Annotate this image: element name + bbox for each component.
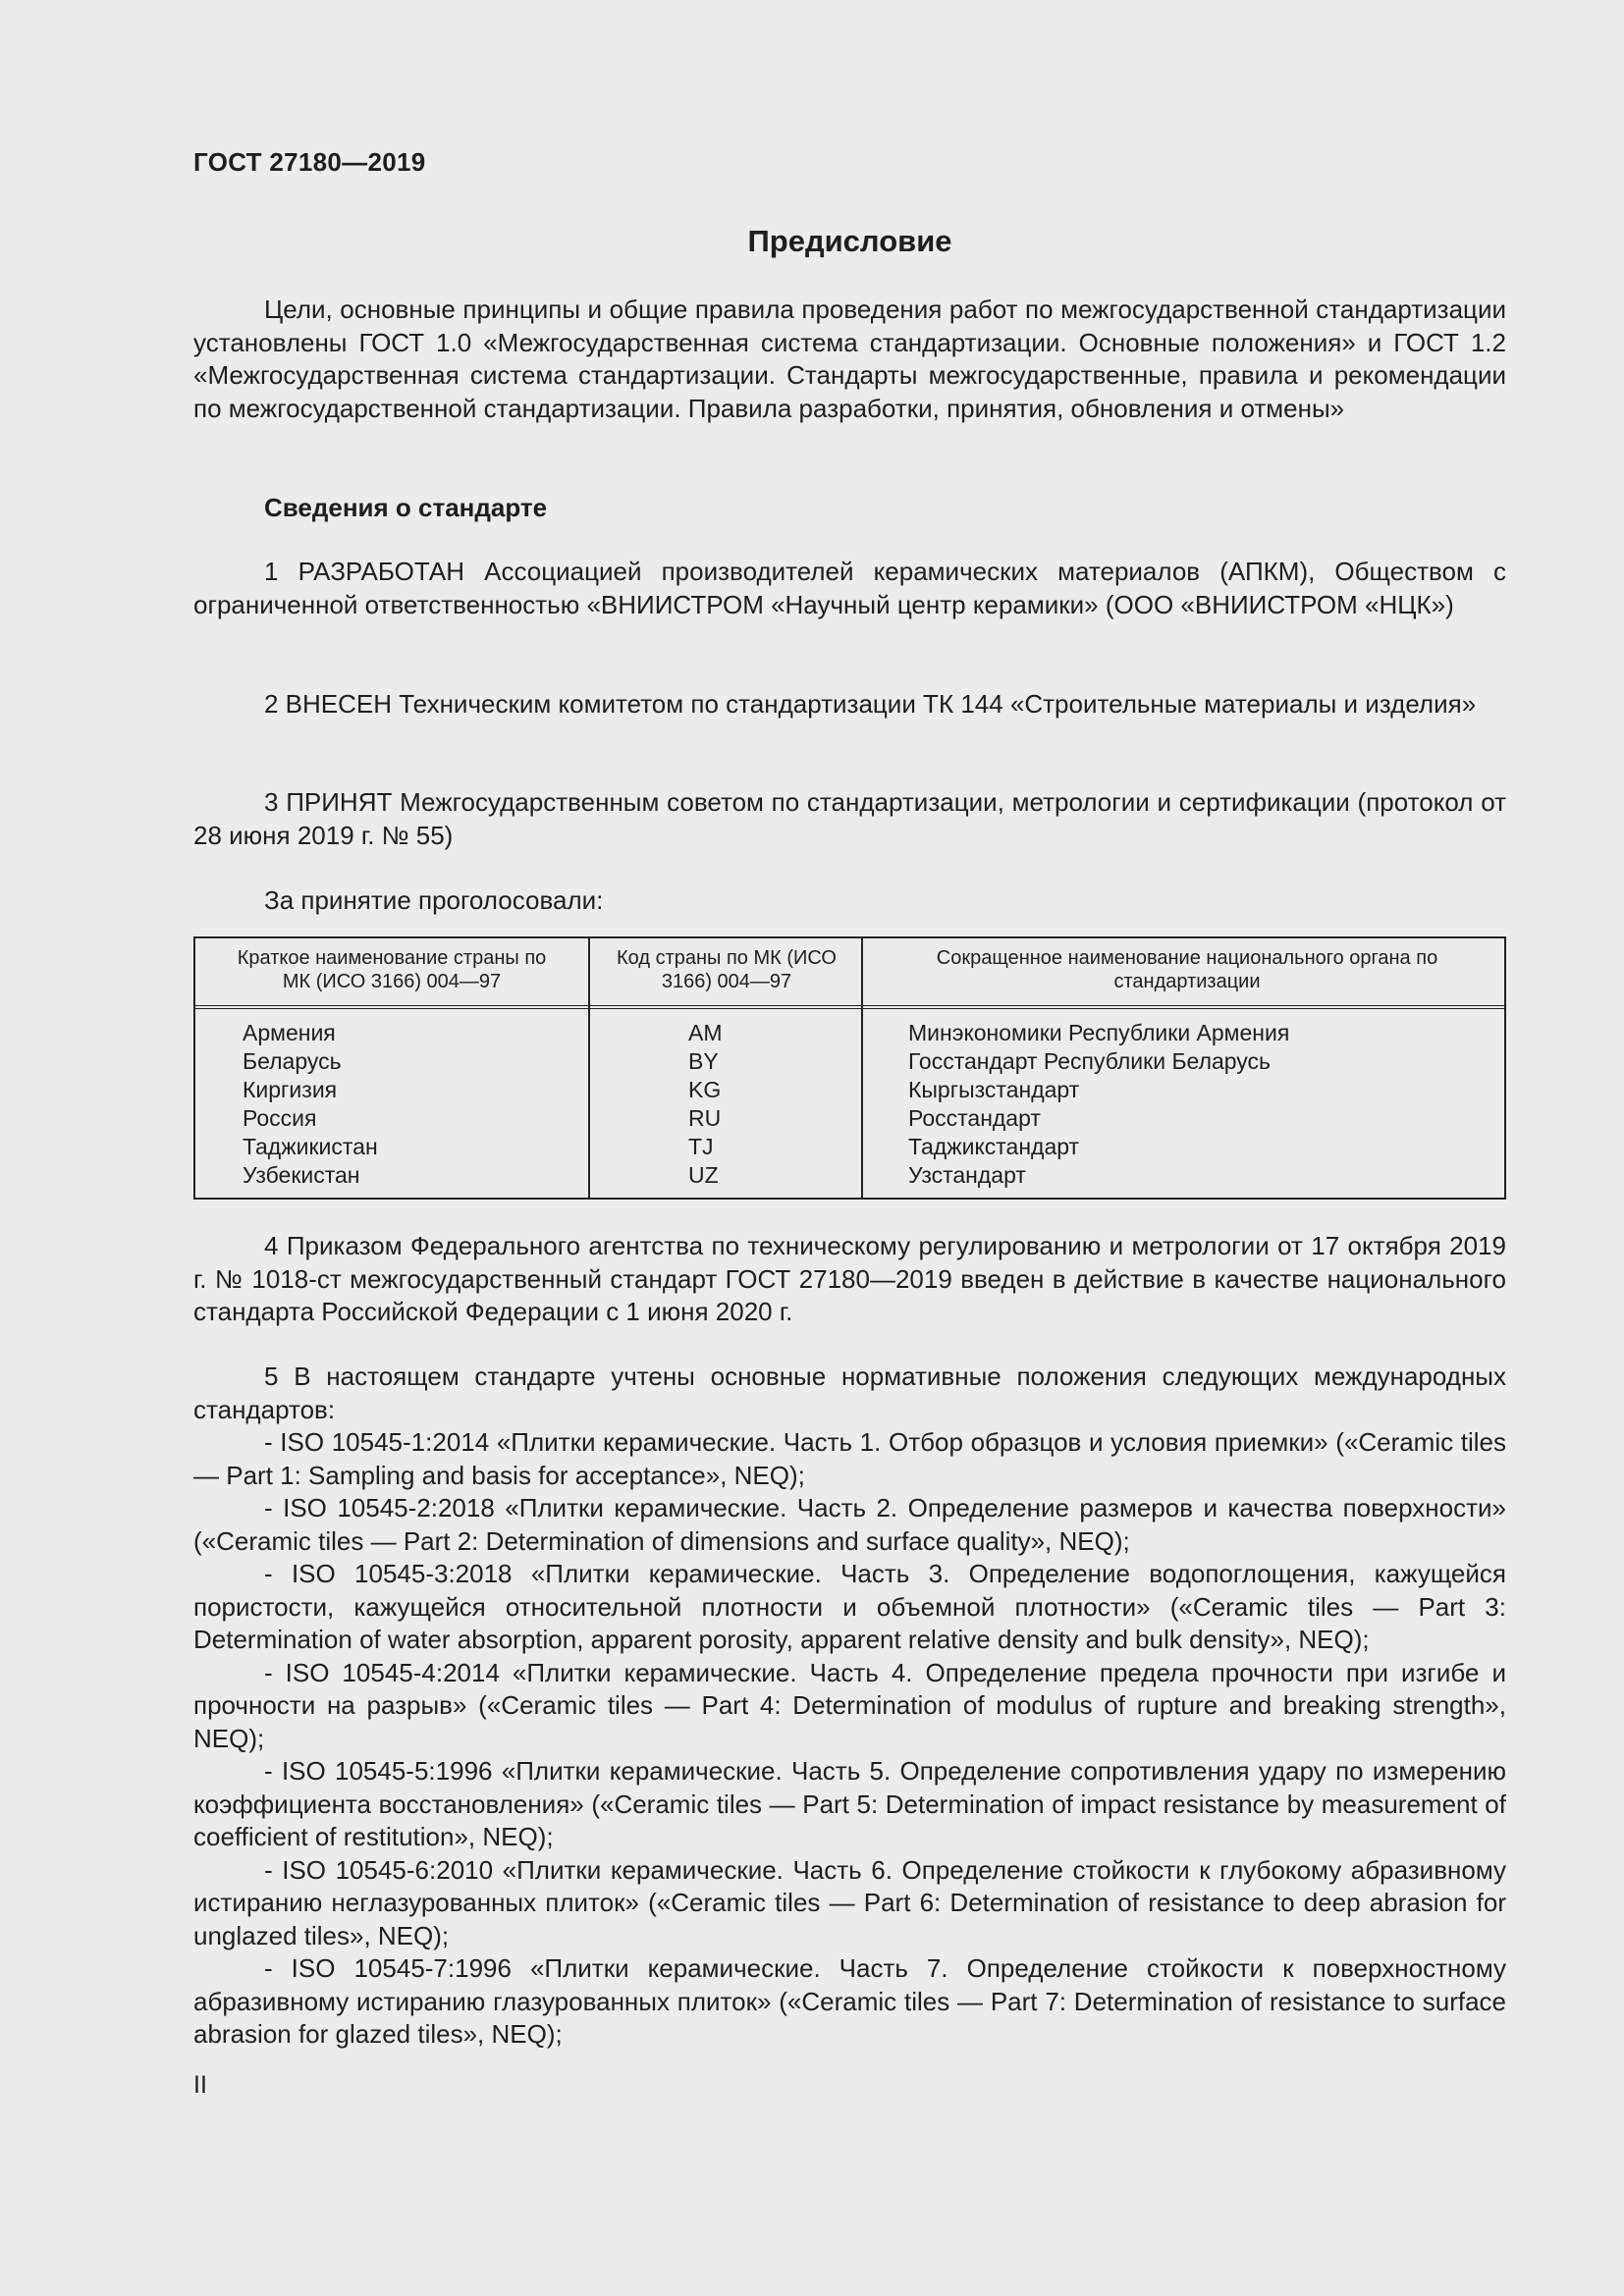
iso-reference-item: - ISO 10545-7:1996 «Плитки керамические. Часть 7. Определение стойкости к поверхностному абразивному истиранию глазурованных плиток» («Ceramic tiles — Part 7: Determination of resistance to surface abrasion for glazed tiles», NEQ); [193, 1953, 1506, 2049]
table-header-body: Сокращенное наименование национального органа по стандартизации [936, 947, 1438, 992]
table-divider [861, 938, 863, 1198]
table-column-code [688, 1019, 723, 1190]
table-cell: Кыргызстандарт [908, 1077, 1080, 1102]
item-1-paragraph: 1 РАЗРАБОТАН Ассоциацией производителей керамических материалов (АПКМ), Обществом с ограниченной ответственностью «ВНИИСТРОМ «Научный центр керамики» (ООО «ВНИИСТРОМ «НЦК») [193, 557, 1506, 619]
table-cell: Узбекистан [243, 1162, 360, 1188]
iso-reference-item: - ISO 10545-6:2010 «Плитки керамические. Часть 6. Определение стойкости к глубокому абразивному истиранию неглазурованных плиток» («Ceramic tiles — Part 6: Determination of resistance to deep abrasion for unglazed tiles», NEQ); [193, 1854, 1506, 1950]
table-column-country [243, 1019, 378, 1190]
table-cell: Россия [243, 1105, 317, 1131]
iso-reference-item: - ISO 10545-3:2018 «Плитки керамические. Часть 3. Определение водопоглощения, кажущейся пористости, кажущейся относительной плотности и объемной плотности» («Ceramic tiles — Part 3: Determination of water absorption, apparent porosity, apparent relative density and bulk density», NEQ); [193, 1559, 1506, 1654]
table-cell: Минэкономики Республики Армения [908, 1020, 1290, 1045]
item-3-paragraph: 3 ПРИНЯТ Межгосударственным советом по стандартизации, метрологии и сертификации (протокол от 28 июня 2019 г. № 55) [193, 787, 1506, 850]
table-header-code: Код страны по МК (ИСО 3166) 004—97 [617, 947, 837, 992]
table-cell: AM [688, 1020, 723, 1045]
iso-reference-item: - ISO 10545-1:2014 «Плитки керамические. Часть 1. Отбор образцов и условия приемки» («Ceramic tiles — Part 1: Sampling and basis for acceptance», NEQ); [193, 1427, 1506, 1490]
document-code: ГОСТ 27180—2019 [193, 147, 426, 177]
table-cell: Госстандарт Республики Беларусь [908, 1048, 1272, 1074]
table-column-body [908, 1019, 1289, 1190]
item-4-paragraph: 4 Приказом Федерального агентства по техническому регулированию и метрологии от 17 октября 2019 г. № 1018-ст межгосударственный стандарт ГОСТ 27180—2019 введен в действие в качестве национального стандарта Российской Федерации с 1 июня 2020 г. [193, 1231, 1506, 1326]
table-cell: Таджикстандарт [908, 1134, 1080, 1159]
table-cell: Таджикистан [243, 1134, 378, 1159]
iso-reference-list [193, 1426, 1506, 2052]
table-cell: UZ [688, 1162, 719, 1188]
page-title: Предисловие [747, 224, 952, 258]
table-cell: TJ [688, 1134, 714, 1159]
iso-reference-item: - ISO 10545-5:1996 «Плитки керамические. Часть 5. Определение сопротивления удару по измерению коэффициента восстановления» («Ceramic tiles — Part 5: Determination of impact resistance by measurement of coefficient of restitution», NEQ); [193, 1756, 1506, 1851]
iso-reference-item: - ISO 10545-4:2014 «Плитки керамические. Часть 4. Определение предела прочности при изгибе и прочности на разрыв» («Ceramic tiles — Part 4: Determination of modulus of rupture and breaking strength», NEQ); [193, 1657, 1506, 1753]
table-cell: RU [688, 1105, 722, 1131]
table-cell: Киргизия [243, 1077, 338, 1102]
intro-paragraph: Цели, основные принципы и общие правила проведения работ по межгосударственной стандартизации установлены ГОСТ 1.0 «Межгосударственная система стандартизации. Основные положения» и ГОСТ 1.2 «Межгосударственная система стандартизации. Стандарты межгосударственные, правила и рекомендации по межгосударственной стандартизации. Правила разработки, принятия, обновления и отмены» [193, 294, 1506, 423]
table-cell: Росстандарт [908, 1105, 1041, 1131]
page-number: II [193, 2071, 207, 2099]
table-header-country: Краткое наименование страны по МК (ИСО 3166) 004—97 [237, 947, 547, 992]
item-5-paragraph: 5 В настоящем стандарте учтены основные нормативные положения следующих международных стандартов: [193, 1362, 1506, 1424]
table-cell: BY [688, 1048, 719, 1074]
table-cell: Узстандарт [908, 1162, 1026, 1188]
table-cell: KG [688, 1077, 722, 1102]
table-cell: Беларусь [243, 1048, 342, 1074]
item-2-paragraph: 2 ВНЕСЕН Техническим комитетом по стандартизации ТК 144 «Строительные материалы и изделия» [264, 689, 1477, 719]
voting-table [193, 936, 1506, 1200]
voted-label: За принятие проголосовали: [264, 885, 604, 915]
iso-reference-item: - ISO 10545-2:2018 «Плитки керамические. Часть 2. Определение размеров и качества поверхности» («Ceramic tiles — Part 2: Determination of dimensions and surface quality», NEQ); [193, 1493, 1506, 1556]
table-divider [588, 938, 590, 1198]
section-subheading: Сведения о стандарте [264, 493, 548, 522]
table-cell: Армения [243, 1020, 336, 1045]
